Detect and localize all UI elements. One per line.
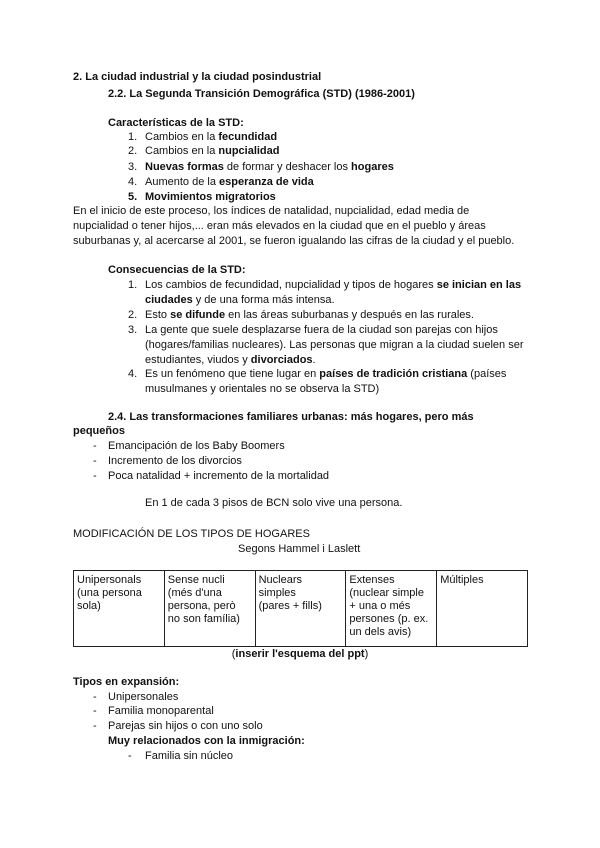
list-item [128,131,278,144]
list-item-cont: estudiantes, viudos y divorciados. [145,354,316,366]
dash-item: - Unipersonales [93,691,179,703]
list-item: 4. Es un fenómeno que tiene lugar en países de tradición cristiana (países [128,368,507,380]
dash-item: - Familia monoparental [93,705,214,717]
table-cell-sense-nucli: Sense nucli (més d'una persona, però no son família) [164,571,255,647]
item-number: 1. [128,131,138,143]
item-text: Nuevas formas de formar y deshacer los hogares [145,161,394,173]
item-number: 4. [128,176,138,188]
list-item: 1. Los cambios de fecundidad, nupcialidad y tipos de hogares se inician en las [128,279,522,291]
table-row [74,571,528,647]
section-heading: 2. La ciudad industrial y la ciudad posindustrial [73,71,322,83]
list-item-cont: (hogares/familias nucleares). Las personas que migran a la ciudad suelen ser [145,339,524,351]
dash-item: - Poca natalidad + incremento de la mortalidad [93,470,330,482]
dash-item: - Familia sin núcleo [128,750,234,762]
list-item: 3. La gente que suele desplazarse fuera de la ciudad son parejas con hijos [128,324,498,336]
dash-item: - Parejas sin hijos o con uno solo [93,720,263,732]
list-item [128,145,280,158]
subsection-heading: 2.4. Las transformaciones familiares urbanas: más hogares, pero más [108,411,474,423]
table-cell-multiples: Múltiples [437,571,528,647]
subsection-heading-cont: pequeños [73,425,125,437]
table-cell-extenses: Extenses (nuclear simple + una o més persones (p. ex. un dels avis) [346,571,437,647]
list-item-cont: ciudades y de una forma más intensa. [145,294,335,306]
modificacion-title: MODIFICACIÓN DE LOS TIPOS DE HOGARES [73,528,310,540]
list-item-cont: musulmanes y orientales no se observa la STD) [145,383,380,395]
item-number: 5. [128,191,138,203]
consequences-title: Consecuencias de la STD: [108,264,246,276]
item-text: Cambios en la fecundidad [145,131,278,143]
item-text: Aumento de la esperanza de vida [145,176,314,188]
household-types-table [73,570,528,647]
paragraph-line: En el inicio de este proceso, los índices de natalidad, nupcialidad, edad media de [73,205,470,217]
list-item: 2. Esto se difunde en las áreas suburbanas y después en las rurales. [128,309,474,321]
table-cell-unipersonals: Unipersonals (una persona sola) [74,571,165,647]
dash-item: - Emancipación de los Baby Boomers [93,440,285,452]
paragraph-line: nupcialidad o tener hijos,... eran más elevados en la ciudad que en el pueblo y áreas [73,220,486,232]
modificacion-source: Segons Hammel i Laslett [238,543,361,555]
item-number: 2. [128,145,138,157]
table-note: (inserir l'esquema del ppt) [231,648,369,660]
list-item [128,176,314,189]
subsection-heading: 2.2. La Segunda Transición Demográfica (STD) (1986-2001) [108,88,415,100]
characteristics-title: Características de la STD: [108,117,244,129]
paragraph-line: suburbanas y, al acercarse al 2001, se fueron igualando las cifras de la ciudad y el pueblo. [73,235,515,247]
item-text: Cambios en la nupcialidad [145,145,280,157]
item-text: Movimientos migratorios [145,191,276,203]
expansion-title: Tipos en expansión: [73,676,180,688]
table-cell-nuclears: Nuclears simples (pares + fills) [255,571,346,647]
item-number: 3. [128,161,138,173]
list-item [128,191,276,204]
list-item [128,161,394,174]
dash-item: - Incremento de los divorcios [93,455,242,467]
immigration-title: Muy relacionados con la inmigración: [108,735,305,747]
bcn-note: En 1 de cada 3 pisos de BCN solo vive una persona. [145,497,403,509]
